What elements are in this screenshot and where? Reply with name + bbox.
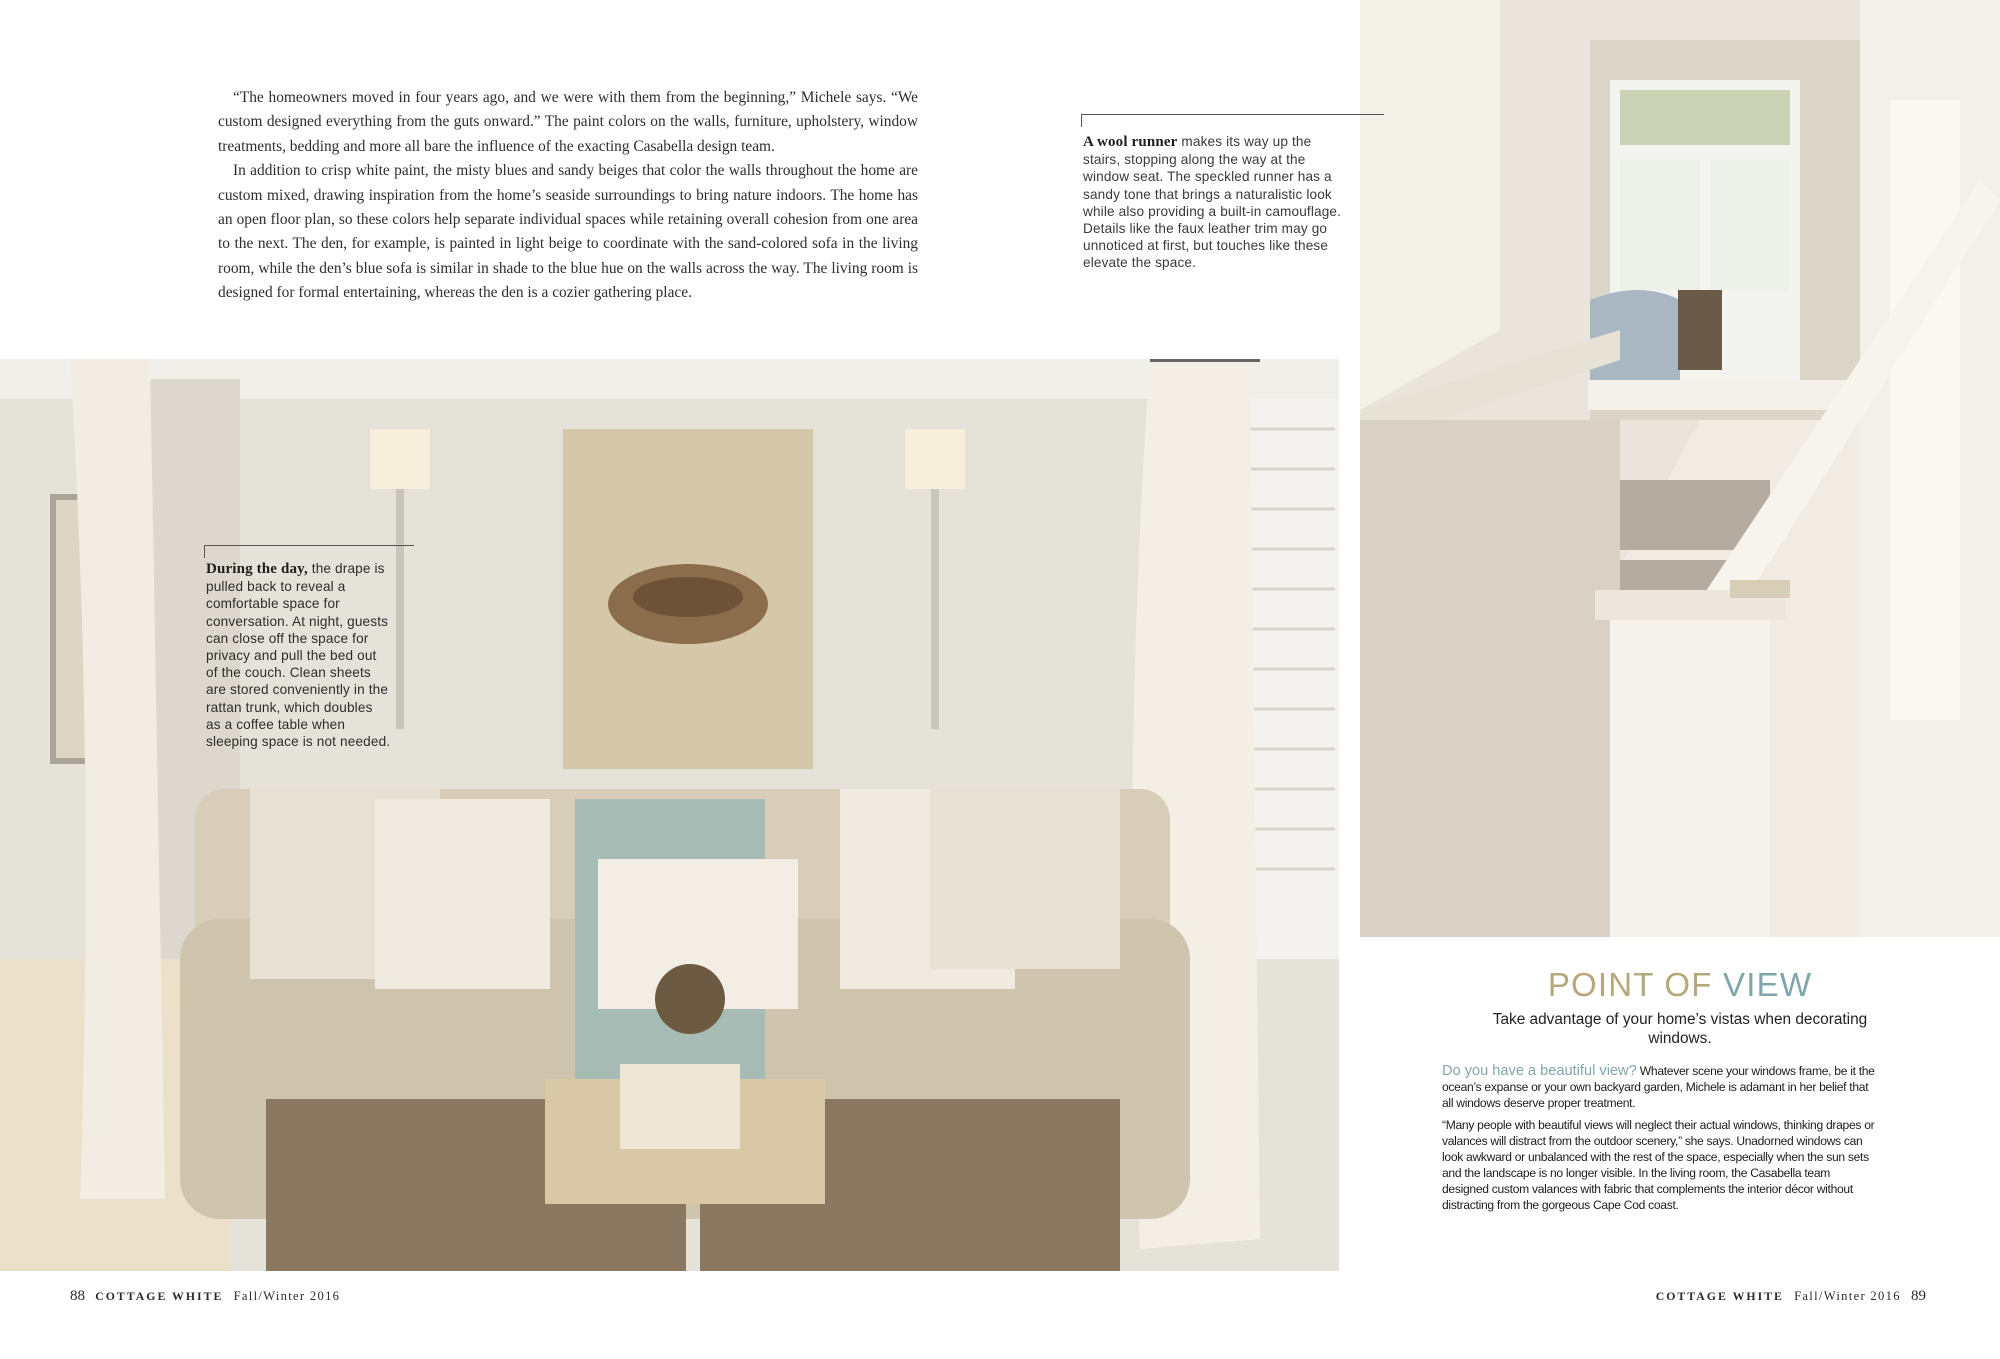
- sidebar-heading-part2: VIEW: [1723, 966, 1813, 1003]
- den-photo: [0, 359, 1339, 1271]
- sidebar-subheading: Take advantage of your home’s vistas when decorating windows.: [1492, 1011, 1868, 1047]
- article-body: [218, 86, 918, 306]
- folio-right: [1656, 1288, 1926, 1305]
- article-paragraph: In addition to crisp white paint, the misty blues and sandy beiges that color the walls throughout the home are custom mixed, drawing inspiration from the home’s seaside surroundings to bring nature indoors. The home has an open floor plan, so these colors help separate individual spaces while retaining overall cohesion from one area to the next. The den, for example, is painted in light beige to coordinate with the sand-colored sofa in the living room, while the den’s blue sofa is similar in shade to the blue hue on the walls across the way. The living room is designed for formal entertaining, whereas the den is a cozier gathering place.: [218, 162, 918, 302]
- page-number: 88: [70, 1288, 85, 1304]
- issue-label: Fall/Winter 2016: [1794, 1289, 1901, 1303]
- stairs-photo: [1360, 0, 2000, 937]
- caption-lead: During the day,: [206, 561, 308, 577]
- caption-lead: A wool runner: [1083, 134, 1178, 150]
- sidebar-body: [1442, 1063, 1878, 1219]
- sidebar-question: Do you have a beautiful view?: [1442, 1063, 1637, 1079]
- caption-text: the drape is pulled back to reveal a comfortable space for conversation. At night, guests can close off the space for privacy and pull the bed out of the couch. Clean sheets are stored conveniently in the rattan trunk, which doubles as a coffee table when sleeping space is not needed.: [206, 561, 391, 750]
- caption-text: makes its way up the stairs, stopping along the way at the window seat. The speckled runner has a sandy tone that brings a naturalistic look while also providing a built-in camouflage. Details like the faux leather trim may go unnoticed at first, but touches like these elevate the space.: [1083, 134, 1342, 271]
- sidebar-text: Whatever scene your windows frame, be it the ocean’s expanse or your own backyard garden, Michele is adamant in her belief that all windows deserve proper treatment.: [1442, 1064, 1875, 1110]
- magazine-name: COTTAGE WHITE: [1655, 1289, 1784, 1303]
- sidebar-paragraph: “Many people with beautiful views will neglect their actual windows, thinking drapes or valances will distract from the outdoor scenery,” she says. Unadorned windows can look awkward or unbalanced with the rest of the space, especially when the sun sets and the landscape is no longer visible. In the living room, the Casabella team designed custom valances with fabric that complements the interior décor without distracting from the gorgeous Cape Cod coast.: [1442, 1118, 1875, 1212]
- magazine-name: COTTAGE WHITE: [95, 1289, 224, 1303]
- caption-wool-runner: [1083, 133, 1348, 272]
- caption-drape: [206, 560, 391, 750]
- sidebar-heading: [1360, 966, 2000, 1004]
- folio-left: [70, 1288, 340, 1305]
- sidebar-heading-part1: POINT OF: [1547, 966, 1713, 1003]
- page-number: 89: [1911, 1288, 1926, 1304]
- article-paragraph: “The homeowners moved in four years ago, and we were with them from the beginning,” Michele says. “We custom designed everything from the guts onward.” The paint colors on the walls, furniture, upholstery, window treatments, bedding and more all bare the influence of the exacting Casabella design team.: [218, 89, 918, 155]
- caption-rule: [1081, 114, 1384, 115]
- caption-rule: [204, 545, 414, 546]
- sidebar-paragraph: [1442, 1063, 1878, 1111]
- issue-label: Fall/Winter 2016: [233, 1289, 341, 1303]
